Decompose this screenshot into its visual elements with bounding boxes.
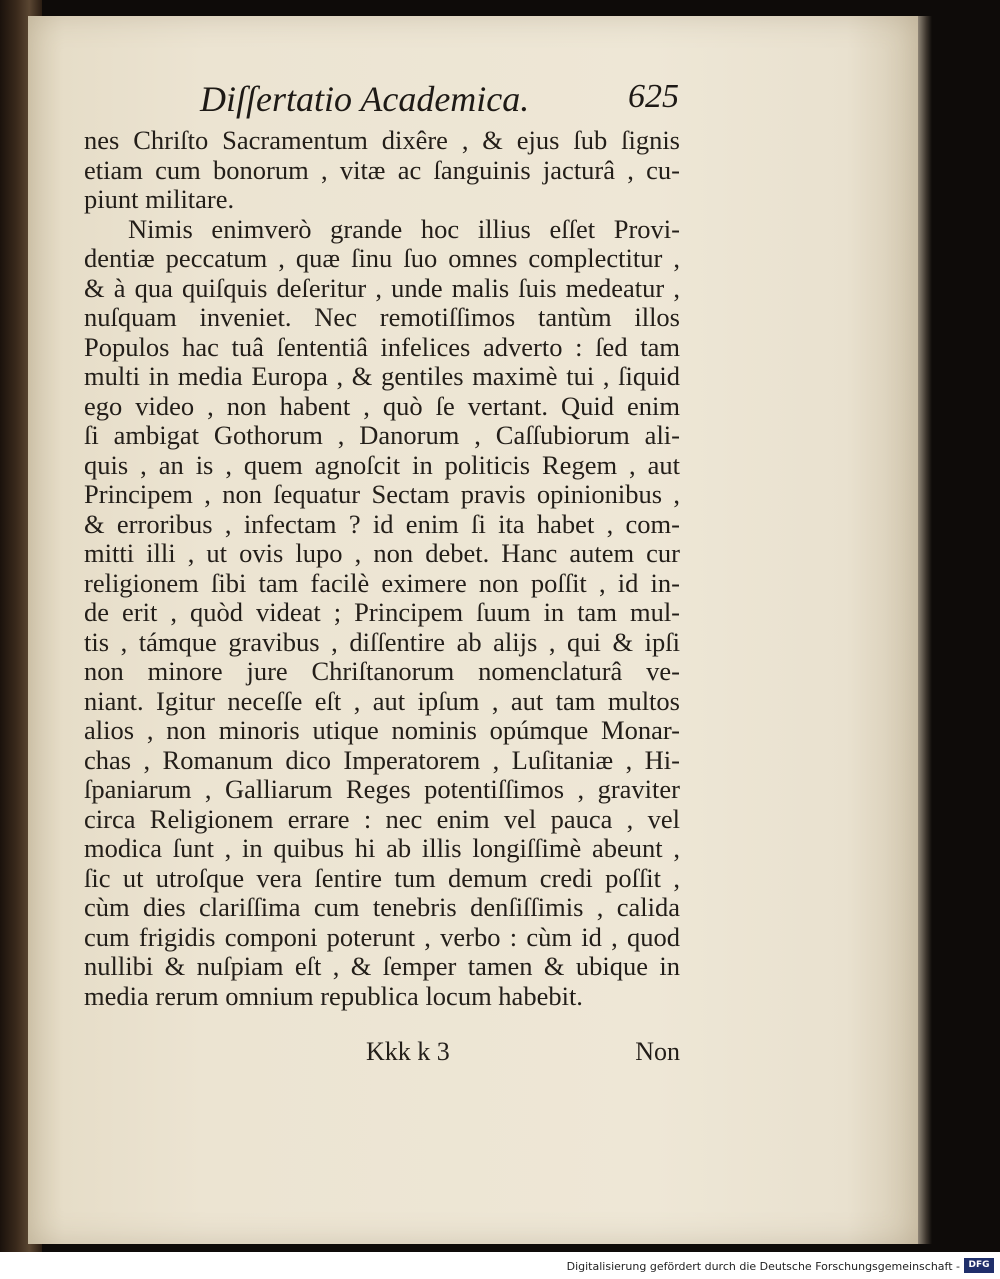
text-line: modica ſunt , in quibus hi ab illis longiſſimè abeunt ,	[84, 833, 680, 863]
page-number: 625	[628, 78, 679, 115]
text-line: ſic ut utroſque vera ſentire tum demum credi poſſit ,	[84, 862, 680, 893]
text-line: nes Chriſto Sacramentum dixêre , & ejus ſub ſignis	[84, 125, 680, 155]
catchword: Non	[635, 1037, 680, 1066]
text-line: quis , an is , quem agnoſcit in politicis Regem , aut	[84, 449, 680, 480]
text-line: nullibi & nuſpiam eſt , & ſemper tamen & ubique in	[84, 951, 680, 981]
text-line: etiam cum bonorum , vitæ ac ſanguinis jacturâ , cu-	[84, 154, 680, 185]
text-line: ſpaniarum , Galliarum Reges potentiſſimos , graviter	[84, 774, 680, 804]
text-line: & à qua quiſquis deſeritur , unde malis ſuis medeatur ,	[84, 272, 680, 303]
catchline	[84, 1037, 680, 1069]
text-line: ego video , non habent , quò ſe vertant. Quid enim	[84, 390, 680, 421]
body-text	[84, 126, 680, 1011]
text-line: non minore jure Chriſtanorum nomenclaturâ ve-	[84, 656, 680, 686]
text-line: tis , támque gravibus , diſſentire ab alijs , qui & ipſi	[84, 626, 680, 657]
text-line: Populos hac tuâ ſententiâ infelices adverto : ſed tam	[84, 331, 680, 362]
dfg-logo: DFG	[964, 1258, 994, 1273]
text-line: ſi ambigat Gothorum , Danorum , Caſſubiorum ali-	[84, 420, 680, 450]
signature-mark: Kkk k 3	[366, 1037, 450, 1066]
page-edge-shadow	[918, 16, 932, 1244]
digitization-credit: Digitalisierung gefördert durch die Deutsche Forschungsgemeinschaft -	[566, 1260, 960, 1273]
text-line: piunt militare.	[84, 184, 235, 214]
text-line: cùm dies clariſſima cum tenebris denſiſſimis , calida	[84, 892, 680, 922]
running-head-title: Diſſertatio Academica.	[200, 79, 530, 119]
text-line: alios , non minoris utique nominis opúmque Monar-	[84, 715, 680, 745]
text-line: media rerum omnium republica locum habebit.	[84, 980, 583, 1011]
text-line: circa Religionem errare : nec enim vel pauca , vel	[84, 803, 680, 834]
text-line: religionem ſibi tam facilè eximere non poſſit , id in-	[84, 567, 680, 598]
text-line: multi in media Europa , & gentiles maximè tui , ſiquid	[84, 361, 680, 391]
text-line: chas , Romanum dico Imperatorem , Luſitaniæ , Hi-	[84, 744, 680, 775]
text-line: & erroribus , infectam ? id enim ſi ita habet , com-	[84, 508, 680, 539]
text-line: niant. Igitur neceſſe eſt , aut ipſum , aut tam multos	[84, 685, 680, 716]
text-line: mitti illi , ut ovis lupo , non debet. Hanc autem cur	[84, 538, 680, 568]
text-line: Nimis enimverò grande hoc illius eſſet Provi-	[128, 213, 680, 244]
text-line: de erit , quòd videat ; Principem ſuum in tam mul-	[84, 597, 680, 627]
text-line: nuſquam inveniet. Nec remotiſſimos tantùm illos	[84, 302, 680, 332]
text-line: cum frigidis componi poterunt , verbo : cùm id , quod	[84, 921, 680, 952]
text-line: dentiæ peccatum , quæ ſinu ſuo omnes complectitur ,	[84, 243, 680, 273]
text-line: Principem , non ſequatur Sectam pravis opinionibus ,	[84, 479, 680, 509]
